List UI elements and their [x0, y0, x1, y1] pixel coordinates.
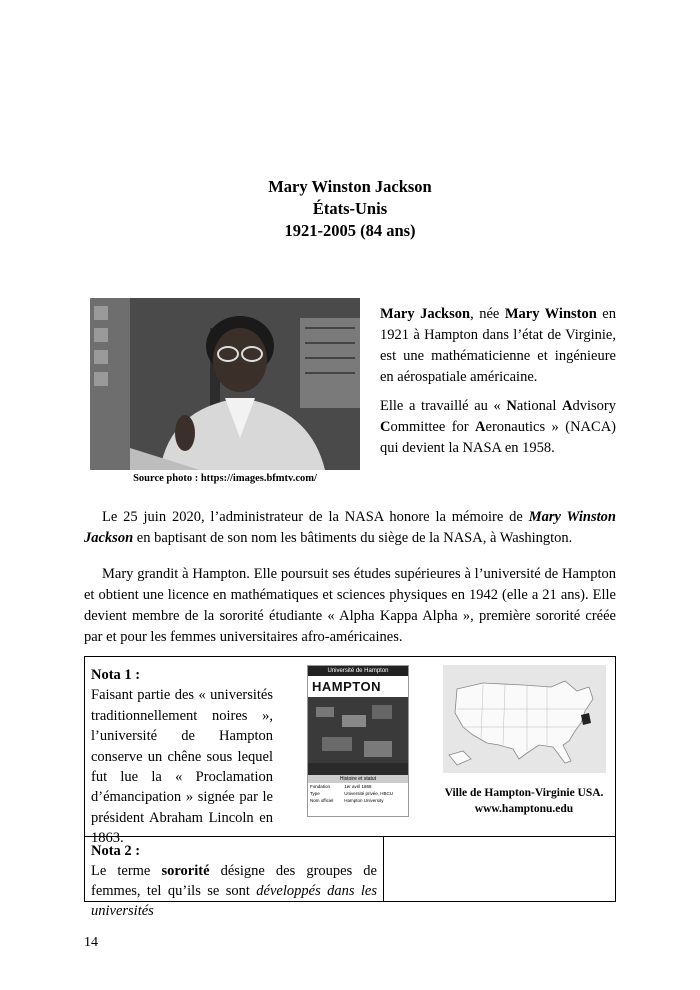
campus-aerial-image [308, 697, 408, 775]
intro-name-1: Mary Jackson [380, 306, 471, 322]
intro-p2-ommittee: ommittee for [390, 419, 476, 435]
p1-before: Le 25 juin 2020, l’administrateur de la NASA honore la mémoire de [102, 509, 529, 525]
nota-2-title: Nota 2 : [91, 843, 141, 859]
row-label: Fondation [310, 784, 331, 789]
table-row [308, 797, 408, 804]
body-paragraph-1 [84, 507, 616, 549]
nota-1 [91, 665, 273, 849]
nota-2 [91, 841, 377, 921]
nota-2-before: Le terme [91, 863, 162, 879]
intro-p2-start: Elle a travaillé au « [380, 398, 507, 414]
person-name: Mary Winston Jackson [268, 177, 432, 196]
intro-p2-eronautics: eronautics » (NACA) qui devient la NASA en 1958. [380, 419, 616, 456]
brochure-info-table [308, 783, 408, 804]
intro-text-mid: , née [470, 306, 505, 322]
acronym-a2: A [475, 419, 486, 435]
intro-text-rest: en 1921 à Hampton dans l’état de Virginie, est une mathématicienne et ingénieure en aérospatiale américaine. [380, 306, 616, 385]
page-number: 14 [84, 935, 98, 950]
acronym-c: C [380, 419, 391, 435]
acronym-a: A [562, 398, 573, 414]
intro-paragraph-2 [380, 396, 616, 459]
table-row [308, 783, 408, 790]
map-caption [433, 785, 615, 817]
intro-p2-ational: ational [516, 398, 563, 414]
nota-1-text: Faisant partie des « universités traditionnellement noires », l’université de Hampton conserve un chêne sous lequel fut lue la « Proclamation d’émancipation » signée par le président Abraham Lincoln en 1863. [91, 687, 273, 847]
nota-2-text [91, 861, 377, 921]
person-country: États-Unis [312, 199, 388, 218]
box-divider-vertical [383, 836, 384, 901]
nota-2-mid: désigne des groupes de femmes, tel qu’ils se sont [91, 863, 377, 899]
portrait-photo [90, 298, 360, 470]
photo-caption: Source photo : https://images.bfmtv.com/ [133, 473, 317, 484]
nota-box [84, 656, 616, 919]
body-paragraph-2 [84, 564, 616, 648]
brochure-subheader: Histoire et statut [308, 775, 408, 783]
row-value: Université privée, HBCU [344, 791, 393, 796]
row-label: Nom officiel [310, 798, 334, 803]
usa-map-image [443, 665, 606, 773]
nota-2-term: sororité [161, 863, 210, 879]
acronym-n: N [506, 398, 517, 414]
brochure-logo: HAMPTON [308, 676, 408, 697]
p1-after: en baptisant de son nom les bâtiments du siège de la NASA, à Washington. [136, 530, 573, 546]
hampton-brochure-image [307, 665, 409, 817]
row-value: Hampton University [344, 798, 384, 803]
intro-p2-dvisory: dvisory [572, 398, 616, 414]
p1-name: Mary Winston Jackson [84, 509, 616, 546]
map-caption-line-1: Ville de Hampton-Virginie USA. [444, 787, 604, 799]
nota-2-italic: développés dans les universités [91, 883, 378, 919]
nota-1-title: Nota 1 : [91, 667, 141, 683]
table-row [308, 790, 408, 797]
row-value: 1er avril 1868 [344, 784, 372, 789]
map-caption-line-2: www.hamptonu.edu [474, 803, 574, 815]
row-label: Type [310, 791, 320, 796]
person-years: 1921-2005 (84 ans) [284, 221, 416, 240]
intro-paragraph-1 [380, 304, 616, 388]
p2-text: Mary grandit à Hampton. Elle poursuit ses études supérieures à l’université de Hampton et obtient une licence en mathématiques et sciences physiques en 1942 (elle a 21 ans). Elle devient membre de la sororité étudiante « Alpha Kappa Alpha », première sororité créée par et pour les femmes universitaires afro-américaines. [84, 566, 616, 645]
brochure-header: Université de Hampton [308, 666, 408, 676]
intro-name-2: Mary Winston [504, 306, 597, 322]
title-block [0, 176, 700, 242]
intro-text [380, 304, 616, 467]
